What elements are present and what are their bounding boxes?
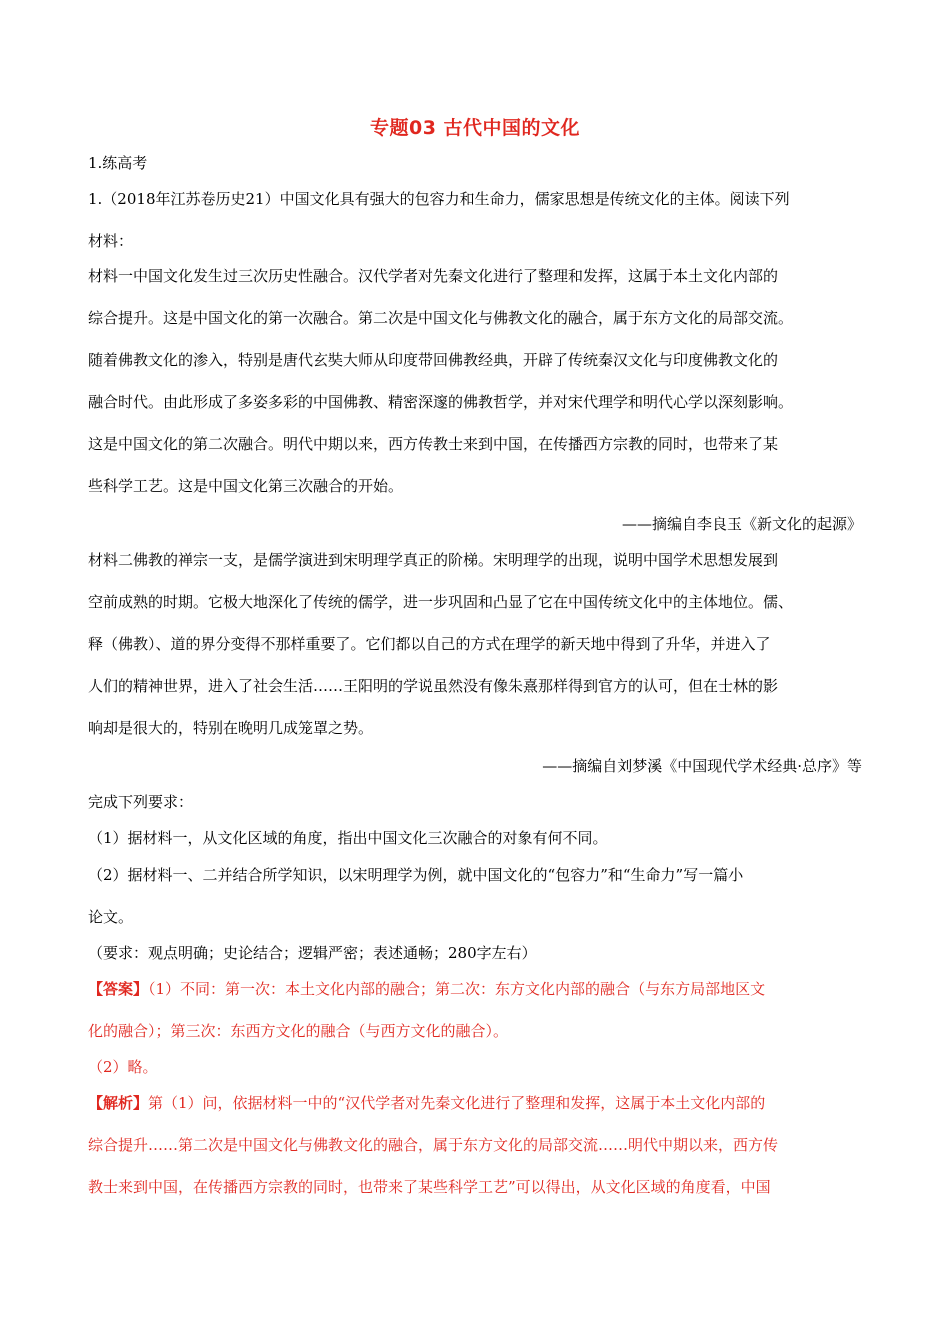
- material2-line: 人们的精神世界，进入了社会生活……王阳明的学说虽然没有像朱熹那样得到官方的认可，但在士林的影: [88, 677, 779, 695]
- answer-line: 化的融合）；第三次：东西方文化的融合（与西方文化的融合）。: [88, 1022, 509, 1040]
- material1-line: 随着佛教文化的渗入，特别是唐代玄奘大师从印度带回佛教经典，开辟了传统秦汉文化与印度佛教文化的: [88, 351, 779, 369]
- material2-line: 空前成熟的时期。它极大地深化了传统的儒学，进一步巩固和凸显了它在中国传统文化中的主体地位。儒、: [88, 593, 794, 611]
- answer-text: （1）不同：第一次：本土文化内部的融合；第二次：东方文化内部的融合（与东方局部地区文: [148, 980, 766, 998]
- requirements-line: 论文。: [88, 908, 134, 926]
- requirements-line: （1）据材料一，从文化区域的角度，指出中国文化三次融合的对象有何不同。: [88, 829, 608, 847]
- material2-line: 释（佛教）、道的界分变得不那样重要了。它们都以自己的方式在理学的新天地中得到了升华，并进入了: [88, 635, 771, 653]
- material2-line: 材料二佛教的禅宗一支，是儒学演进到宋明理学真正的阶梯。宋明理学的出现，说明中国学术思想发展到: [88, 551, 779, 569]
- analysis-line: 综合提升……第二次是中国文化与佛教文化的融合，属于东方文化的局部交流……明代中期以来，西方传: [88, 1136, 779, 1154]
- question-line: 1.（2018年江苏卷历史21）中国文化具有强大的包容力和生命力，儒家思想是传统文化的主体。阅读下列: [88, 190, 790, 208]
- answer-tag: 【答案】: [88, 980, 149, 998]
- page-title: 专题03 古代中国的文化: [369, 117, 581, 139]
- requirements-line: 完成下列要求：: [88, 793, 194, 811]
- analysis-line: 教士来到中国，在传播西方宗教的同时，也带来了某些科学工艺”可以得出，从文化区域的角度看，中国: [88, 1178, 771, 1196]
- material1-line: 材料一中国文化发生过三次历史性融合。汉代学者对先秦文化进行了整理和发挥，这属于本土文化内部的: [88, 267, 779, 285]
- analysis-line: [88, 1093, 765, 1113]
- answer-line: [88, 979, 765, 999]
- material1-line: 融合时代。由此形成了多姿多彩的中国佛教、精密深邃的佛教哲学，并对宋代理学和明代心学以深刻影响。: [88, 393, 794, 411]
- material1-line: 这是中国文化的第二次融合。明代中期以来，西方传教士来到中国，在传播西方宗教的同时，也带来了某: [88, 435, 779, 453]
- material2-line: 响却是很大的，特别在晚明几成笼罩之势。: [88, 719, 374, 737]
- question-line: 材料：: [88, 232, 134, 250]
- material1-line: 些科学工艺。这是中国文化第三次融合的开始。: [88, 477, 404, 495]
- requirements-line: （要求：观点明确；史论结合；逻辑严密；表述通畅；280字左右）: [88, 944, 537, 962]
- requirements-line: （2）据材料一、二并结合所学知识，以宋明理学为例，就中国文化的“包容力”和“生命力”写一篇小: [88, 866, 744, 884]
- analysis-tag: 【解析】: [88, 1094, 149, 1112]
- material2-source: ——摘编自刘梦溪《中国现代学术经典·总序》等: [542, 757, 862, 775]
- answer-line: （2）略。: [88, 1058, 158, 1076]
- section-heading: 1.练高考: [88, 154, 148, 172]
- material1-source: ——摘编自李良玉《新文化的起源》: [621, 515, 862, 533]
- analysis-text: 第（1）问，依据材料一中的“汉代学者对先秦文化进行了整理和发挥，这属于本土文化内部的: [148, 1094, 766, 1112]
- material1-line: 综合提升。这是中国文化的第一次融合。第二次是中国文化与佛教文化的融合，属于东方文化的局部交流。: [88, 309, 794, 327]
